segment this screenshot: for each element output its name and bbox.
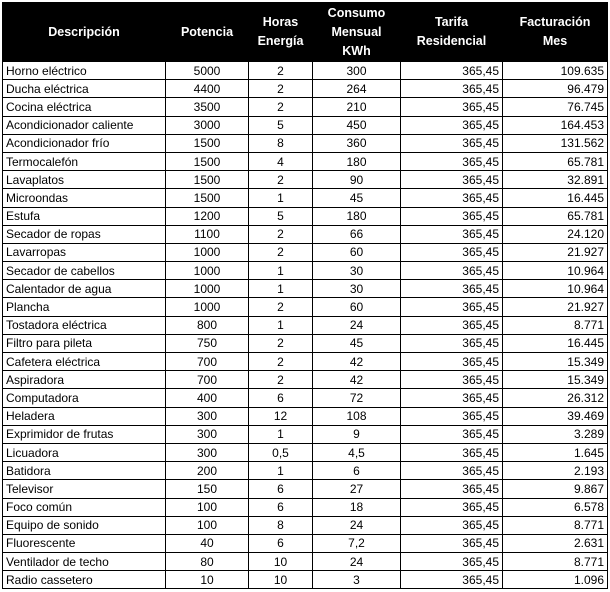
cell-potencia: 1500 <box>166 152 249 170</box>
consumption-table-container <box>2 2 608 589</box>
cell-consumo-mensual-kwh: 450 <box>313 116 401 134</box>
cell-consumo-mensual-kwh: 45 <box>313 334 401 352</box>
cell-potencia: 400 <box>166 389 249 407</box>
cell-horas-energia: 2 <box>249 225 313 243</box>
cell-descripcion: Horno eléctrico <box>3 62 166 80</box>
table-body <box>3 62 608 589</box>
cell-potencia: 1500 <box>166 134 249 152</box>
cell-descripcion: Cocina eléctrica <box>3 98 166 116</box>
cell-horas-energia: 4 <box>249 152 313 170</box>
cell-potencia: 4400 <box>166 80 249 98</box>
cell-facturacion-mes: 32.891 <box>503 171 608 189</box>
header-facturacion-mes <box>503 3 608 62</box>
cell-potencia: 1000 <box>166 298 249 316</box>
cell-horas-energia: 1 <box>249 462 313 480</box>
cell-facturacion-mes: 2.631 <box>503 534 608 552</box>
cell-facturacion-mes: 21.927 <box>503 243 608 261</box>
cell-facturacion-mes: 10.964 <box>503 262 608 280</box>
cell-facturacion-mes: 9.867 <box>503 480 608 498</box>
cell-descripcion: Secador de cabellos <box>3 262 166 280</box>
cell-consumo-mensual-kwh: 3 <box>313 571 401 589</box>
cell-horas-energia: 1 <box>249 316 313 334</box>
cell-horas-energia: 1 <box>249 425 313 443</box>
cell-tarifa-residencial: 365,45 <box>401 516 503 534</box>
header-horas-energia <box>249 3 313 62</box>
cell-descripcion: Tostadora eléctrica <box>3 316 166 334</box>
table-row <box>3 243 608 261</box>
table-row <box>3 516 608 534</box>
cell-potencia: 5000 <box>166 62 249 80</box>
cell-descripcion: Secador de ropas <box>3 225 166 243</box>
cell-tarifa-residencial: 365,45 <box>401 480 503 498</box>
cell-potencia: 1200 <box>166 207 249 225</box>
cell-horas-energia: 10 <box>249 553 313 571</box>
table-row <box>3 152 608 170</box>
table-row <box>3 80 608 98</box>
header-line: Potencia <box>180 24 234 39</box>
table-row <box>3 207 608 225</box>
table-row <box>3 571 608 589</box>
cell-tarifa-residencial: 365,45 <box>401 62 503 80</box>
cell-tarifa-residencial: 365,45 <box>401 498 503 516</box>
cell-descripcion: Cafetera eléctrica <box>3 353 166 371</box>
cell-consumo-mensual-kwh: 264 <box>313 80 401 98</box>
cell-facturacion-mes: 24.120 <box>503 225 608 243</box>
cell-consumo-mensual-kwh: 24 <box>313 316 401 334</box>
header-potencia <box>166 3 249 62</box>
cell-consumo-mensual-kwh: 42 <box>313 353 401 371</box>
cell-facturacion-mes: 6.578 <box>503 498 608 516</box>
table-row <box>3 171 608 189</box>
cell-tarifa-residencial: 365,45 <box>401 407 503 425</box>
cell-descripcion: Televisor <box>3 480 166 498</box>
cell-descripcion: Plancha <box>3 298 166 316</box>
cell-tarifa-residencial: 365,45 <box>401 171 503 189</box>
cell-potencia: 300 <box>166 443 249 461</box>
table-row <box>3 298 608 316</box>
cell-facturacion-mes: 65.781 <box>503 207 608 225</box>
cell-consumo-mensual-kwh: 60 <box>313 298 401 316</box>
cell-tarifa-residencial: 365,45 <box>401 334 503 352</box>
cell-potencia: 700 <box>166 353 249 371</box>
cell-horas-energia: 5 <box>249 116 313 134</box>
cell-descripcion: Equipo de sonido <box>3 516 166 534</box>
cell-potencia: 40 <box>166 534 249 552</box>
cell-tarifa-residencial: 365,45 <box>401 298 503 316</box>
table-row <box>3 98 608 116</box>
cell-descripcion: Foco común <box>3 498 166 516</box>
cell-potencia: 150 <box>166 480 249 498</box>
table-row <box>3 134 608 152</box>
header-line: Horas <box>262 15 299 29</box>
cell-horas-energia: 1 <box>249 189 313 207</box>
cell-facturacion-mes: 8.771 <box>503 553 608 571</box>
cell-descripcion: Acondicionador frío <box>3 134 166 152</box>
cell-consumo-mensual-kwh: 180 <box>313 152 401 170</box>
cell-facturacion-mes: 39.469 <box>503 407 608 425</box>
cell-potencia: 100 <box>166 498 249 516</box>
cell-potencia: 700 <box>166 371 249 389</box>
cell-horas-energia: 2 <box>249 243 313 261</box>
cell-tarifa-residencial: 365,45 <box>401 371 503 389</box>
cell-consumo-mensual-kwh: 210 <box>313 98 401 116</box>
header-line: Descripción <box>48 24 120 39</box>
table-row <box>3 371 608 389</box>
cell-potencia: 800 <box>166 316 249 334</box>
cell-horas-energia: 2 <box>249 334 313 352</box>
table-row <box>3 262 608 280</box>
cell-potencia: 100 <box>166 516 249 534</box>
cell-horas-energia: 2 <box>249 353 313 371</box>
cell-facturacion-mes: 3.289 <box>503 425 608 443</box>
cell-horas-energia: 10 <box>249 571 313 589</box>
header-line: Mensual <box>331 24 382 39</box>
table-row <box>3 334 608 352</box>
cell-consumo-mensual-kwh: 4,5 <box>313 443 401 461</box>
table-row <box>3 316 608 334</box>
cell-facturacion-mes: 96.479 <box>503 80 608 98</box>
cell-descripcion: Termocalefón <box>3 152 166 170</box>
cell-descripcion: Microondas <box>3 189 166 207</box>
table-row <box>3 353 608 371</box>
cell-tarifa-residencial: 365,45 <box>401 389 503 407</box>
cell-horas-energia: 12 <box>249 407 313 425</box>
cell-consumo-mensual-kwh: 18 <box>313 498 401 516</box>
cell-tarifa-residencial: 365,45 <box>401 462 503 480</box>
cell-facturacion-mes: 21.927 <box>503 298 608 316</box>
table-row <box>3 280 608 298</box>
header-row <box>3 3 608 62</box>
table-row <box>3 553 608 571</box>
cell-descripcion: Estufa <box>3 207 166 225</box>
cell-consumo-mensual-kwh: 360 <box>313 134 401 152</box>
consumption-table <box>2 2 608 589</box>
cell-potencia: 200 <box>166 462 249 480</box>
cell-facturacion-mes: 8.771 <box>503 316 608 334</box>
cell-tarifa-residencial: 365,45 <box>401 262 503 280</box>
header-line: Tarifa <box>434 15 469 29</box>
cell-tarifa-residencial: 365,45 <box>401 316 503 334</box>
header-line: KWh <box>342 43 371 58</box>
cell-facturacion-mes: 1.645 <box>503 443 608 461</box>
table-row <box>3 480 608 498</box>
cell-facturacion-mes: 164.453 <box>503 116 608 134</box>
cell-horas-energia: 8 <box>249 134 313 152</box>
cell-consumo-mensual-kwh: 9 <box>313 425 401 443</box>
cell-descripcion: Lavaplatos <box>3 171 166 189</box>
cell-potencia: 10 <box>166 571 249 589</box>
cell-horas-energia: 2 <box>249 98 313 116</box>
cell-descripcion: Calentador de agua <box>3 280 166 298</box>
cell-potencia: 1000 <box>166 280 249 298</box>
cell-tarifa-residencial: 365,45 <box>401 80 503 98</box>
cell-tarifa-residencial: 365,45 <box>401 571 503 589</box>
cell-facturacion-mes: 65.781 <box>503 152 608 170</box>
cell-tarifa-residencial: 365,45 <box>401 189 503 207</box>
cell-tarifa-residencial: 365,45 <box>401 116 503 134</box>
cell-consumo-mensual-kwh: 45 <box>313 189 401 207</box>
cell-facturacion-mes: 15.349 <box>503 371 608 389</box>
cell-potencia: 300 <box>166 407 249 425</box>
cell-consumo-mensual-kwh: 30 <box>313 262 401 280</box>
table-row <box>3 425 608 443</box>
cell-facturacion-mes: 1.096 <box>503 571 608 589</box>
cell-horas-energia: 2 <box>249 371 313 389</box>
cell-descripcion: Aspiradora <box>3 371 166 389</box>
header-tarifa-residencial <box>401 3 503 62</box>
header-line: Facturación <box>519 15 591 29</box>
header-line: Residencial <box>416 34 487 48</box>
cell-horas-energia: 2 <box>249 80 313 98</box>
cell-tarifa-residencial: 365,45 <box>401 443 503 461</box>
header-descripcion <box>3 3 166 62</box>
table-row <box>3 443 608 461</box>
cell-tarifa-residencial: 365,45 <box>401 152 503 170</box>
cell-facturacion-mes: 15.349 <box>503 353 608 371</box>
cell-tarifa-residencial: 365,45 <box>401 425 503 443</box>
cell-facturacion-mes: 8.771 <box>503 516 608 534</box>
cell-tarifa-residencial: 365,45 <box>401 553 503 571</box>
cell-potencia: 300 <box>166 425 249 443</box>
cell-consumo-mensual-kwh: 24 <box>313 516 401 534</box>
cell-consumo-mensual-kwh: 72 <box>313 389 401 407</box>
cell-consumo-mensual-kwh: 66 <box>313 225 401 243</box>
cell-potencia: 1500 <box>166 189 249 207</box>
cell-potencia: 1100 <box>166 225 249 243</box>
cell-facturacion-mes: 16.445 <box>503 189 608 207</box>
cell-tarifa-residencial: 365,45 <box>401 280 503 298</box>
cell-horas-energia: 2 <box>249 298 313 316</box>
header-consumo-mensual-kwh <box>313 3 401 62</box>
cell-facturacion-mes: 10.964 <box>503 280 608 298</box>
cell-descripcion: Batidora <box>3 462 166 480</box>
table-row <box>3 462 608 480</box>
cell-facturacion-mes: 76.745 <box>503 98 608 116</box>
cell-consumo-mensual-kwh: 108 <box>313 407 401 425</box>
cell-descripcion: Licuadora <box>3 443 166 461</box>
cell-consumo-mensual-kwh: 90 <box>313 171 401 189</box>
cell-consumo-mensual-kwh: 30 <box>313 280 401 298</box>
cell-horas-energia: 1 <box>249 262 313 280</box>
cell-tarifa-residencial: 365,45 <box>401 134 503 152</box>
cell-descripcion: Radio cassetero <box>3 571 166 589</box>
cell-consumo-mensual-kwh: 60 <box>313 243 401 261</box>
cell-descripcion: Ventilador de techo <box>3 553 166 571</box>
cell-facturacion-mes: 2.193 <box>503 462 608 480</box>
cell-tarifa-residencial: 365,45 <box>401 98 503 116</box>
cell-descripcion: Fluorescente <box>3 534 166 552</box>
cell-potencia: 3500 <box>166 98 249 116</box>
cell-descripcion: Lavarropas <box>3 243 166 261</box>
cell-horas-energia: 0,5 <box>249 443 313 461</box>
table-row <box>3 62 608 80</box>
cell-tarifa-residencial: 365,45 <box>401 207 503 225</box>
cell-horas-energia: 5 <box>249 207 313 225</box>
cell-facturacion-mes: 109.635 <box>503 62 608 80</box>
cell-potencia: 80 <box>166 553 249 571</box>
cell-descripcion: Exprimidor de frutas <box>3 425 166 443</box>
cell-consumo-mensual-kwh: 24 <box>313 553 401 571</box>
cell-consumo-mensual-kwh: 6 <box>313 462 401 480</box>
table-row <box>3 534 608 552</box>
cell-descripcion: Computadora <box>3 389 166 407</box>
table-row <box>3 389 608 407</box>
cell-facturacion-mes: 16.445 <box>503 334 608 352</box>
table-header <box>3 3 608 62</box>
cell-horas-energia: 1 <box>249 280 313 298</box>
cell-horas-energia: 2 <box>249 62 313 80</box>
cell-horas-energia: 8 <box>249 516 313 534</box>
cell-tarifa-residencial: 365,45 <box>401 243 503 261</box>
cell-tarifa-residencial: 365,45 <box>401 534 503 552</box>
cell-consumo-mensual-kwh: 300 <box>313 62 401 80</box>
cell-tarifa-residencial: 365,45 <box>401 225 503 243</box>
header-line: Energía <box>257 34 304 48</box>
cell-consumo-mensual-kwh: 180 <box>313 207 401 225</box>
cell-descripcion: Ducha eléctrica <box>3 80 166 98</box>
table-row <box>3 498 608 516</box>
cell-potencia: 1000 <box>166 262 249 280</box>
header-line: Consumo <box>327 5 386 20</box>
table-row <box>3 225 608 243</box>
cell-facturacion-mes: 26.312 <box>503 389 608 407</box>
cell-horas-energia: 6 <box>249 534 313 552</box>
cell-consumo-mensual-kwh: 7,2 <box>313 534 401 552</box>
header-line: Mes <box>542 34 568 48</box>
cell-descripcion: Heladera <box>3 407 166 425</box>
cell-horas-energia: 6 <box>249 498 313 516</box>
cell-horas-energia: 6 <box>249 480 313 498</box>
cell-potencia: 1500 <box>166 171 249 189</box>
cell-potencia: 750 <box>166 334 249 352</box>
cell-descripcion: Filtro para pileta <box>3 334 166 352</box>
table-row <box>3 189 608 207</box>
cell-descripcion: Acondicionador caliente <box>3 116 166 134</box>
table-row <box>3 407 608 425</box>
cell-horas-energia: 6 <box>249 389 313 407</box>
cell-tarifa-residencial: 365,45 <box>401 353 503 371</box>
table-row <box>3 116 608 134</box>
cell-facturacion-mes: 131.562 <box>503 134 608 152</box>
cell-potencia: 1000 <box>166 243 249 261</box>
cell-potencia: 3000 <box>166 116 249 134</box>
cell-consumo-mensual-kwh: 42 <box>313 371 401 389</box>
cell-horas-energia: 2 <box>249 171 313 189</box>
cell-consumo-mensual-kwh: 27 <box>313 480 401 498</box>
